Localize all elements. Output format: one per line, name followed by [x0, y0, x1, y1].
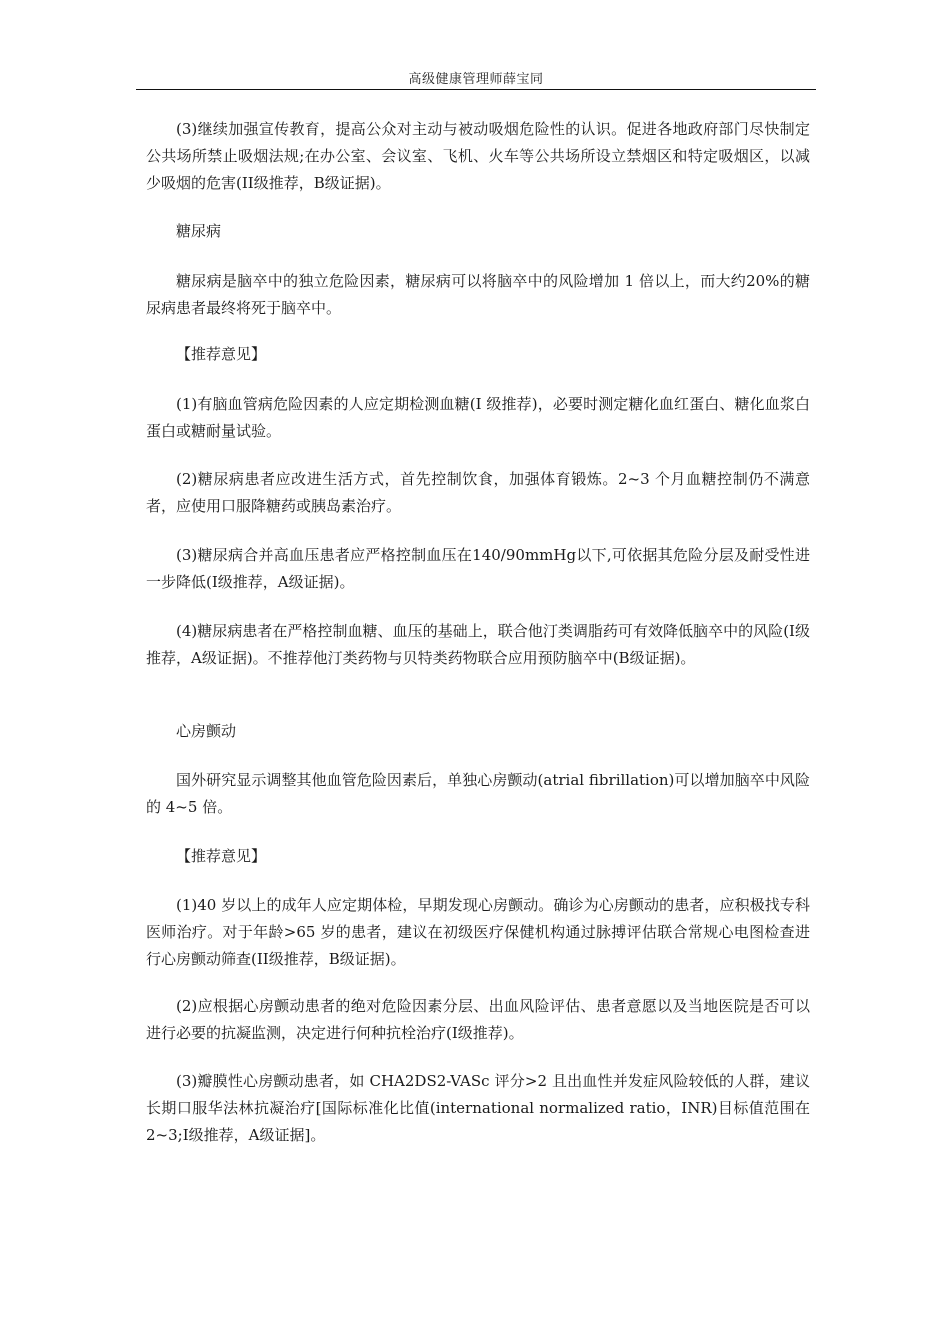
- paragraph-af-rec-3: (3)瓣膜性心房颤动患者，如 CHA2DS2-VASc 评分>2 且出血性并发症风险较低的人群，建议长期口服华法林抗凝治疗[国际标准化比值(international normalized ratio，INR)目标值范围在 2~3;I级推荐，A级证据]。: [146, 1072, 810, 1144]
- page-header-title: 高级健康管理师薛宝同: [408, 72, 544, 87]
- section-heading-af: 心房颤动: [176, 722, 237, 740]
- paragraph-diabetes-intro: 糖尿病是脑卒中的独立危险因素，糖尿病可以将脑卒中的风险增加 1 倍以上，而大约20%的糖尿病患者最终将死于脑卒中。: [146, 272, 810, 317]
- paragraph-af-intro: 国外研究显示调整其他血管危险因素后，单独心房颤动(atrial fibrillation)可以增加脑卒中风险的 4~5 倍。: [146, 771, 810, 816]
- recommendation-heading-diabetes: 【推荐意见】: [176, 345, 267, 363]
- paragraph-diabetes-rec-4: (4)糖尿病患者在严格控制血糖、血压的基础上，联合他汀类调脂药可有效降低脑卒中的风险(I级推荐，A级证据)。不推荐他汀类药物与贝特类药物联合应用预防脑卒中(B级证据)。: [146, 622, 810, 667]
- paragraph-af-rec-1: (1)40 岁以上的成年人应定期体检，早期发现心房颤动。确诊为心房颤动的患者，应积极找专科医师治疗。对于年龄>65 岁的患者，建议在初级医疗保健机构通过脉搏评估联合常规心电图检查进行心房颤动筛查(II级推荐，B级证据)。: [146, 896, 810, 968]
- paragraph-diabetes-rec-2: (2)糖尿病患者应改进生活方式，首先控制饮食，加强体育锻炼。2~3 个月血糖控制仍不满意者，应使用口服降糖药或胰岛素治疗。: [146, 470, 810, 515]
- section-heading-diabetes: 糖尿病: [176, 222, 222, 240]
- paragraph-diabetes-rec-3: (3)糖尿病合并高血压患者应严格控制血压在140/90mmHg以下,可依据其危险分层及耐受性进一步降低(I级推荐，A级证据)。: [146, 546, 810, 591]
- recommendation-heading-af: 【推荐意见】: [176, 847, 267, 865]
- paragraph-smoking-3: (3)继续加强宣传教育，提高公众对主动与被动吸烟危险性的认识。促进各地政府部门尽快制定公共场所禁止吸烟法规;在办公室、会议室、飞机、火车等公共场所设立禁烟区和特定吸烟区，以减少吸烟的危害(II级推荐，B级证据)。: [146, 120, 810, 192]
- paragraph-af-rec-2: (2)应根据心房颤动患者的绝对危险因素分层、出血风险评估、患者意愿以及当地医院是否可以进行必要的抗凝监测，决定进行何种抗栓治疗(I级推荐)。: [146, 997, 810, 1042]
- paragraph-diabetes-rec-1: (1)有脑血管病危险因素的人应定期检测血糖(I 级推荐)，必要时测定糖化血红蛋白、糖化血浆白蛋白或糖耐量试验。: [146, 395, 810, 440]
- header-rule: [136, 89, 816, 90]
